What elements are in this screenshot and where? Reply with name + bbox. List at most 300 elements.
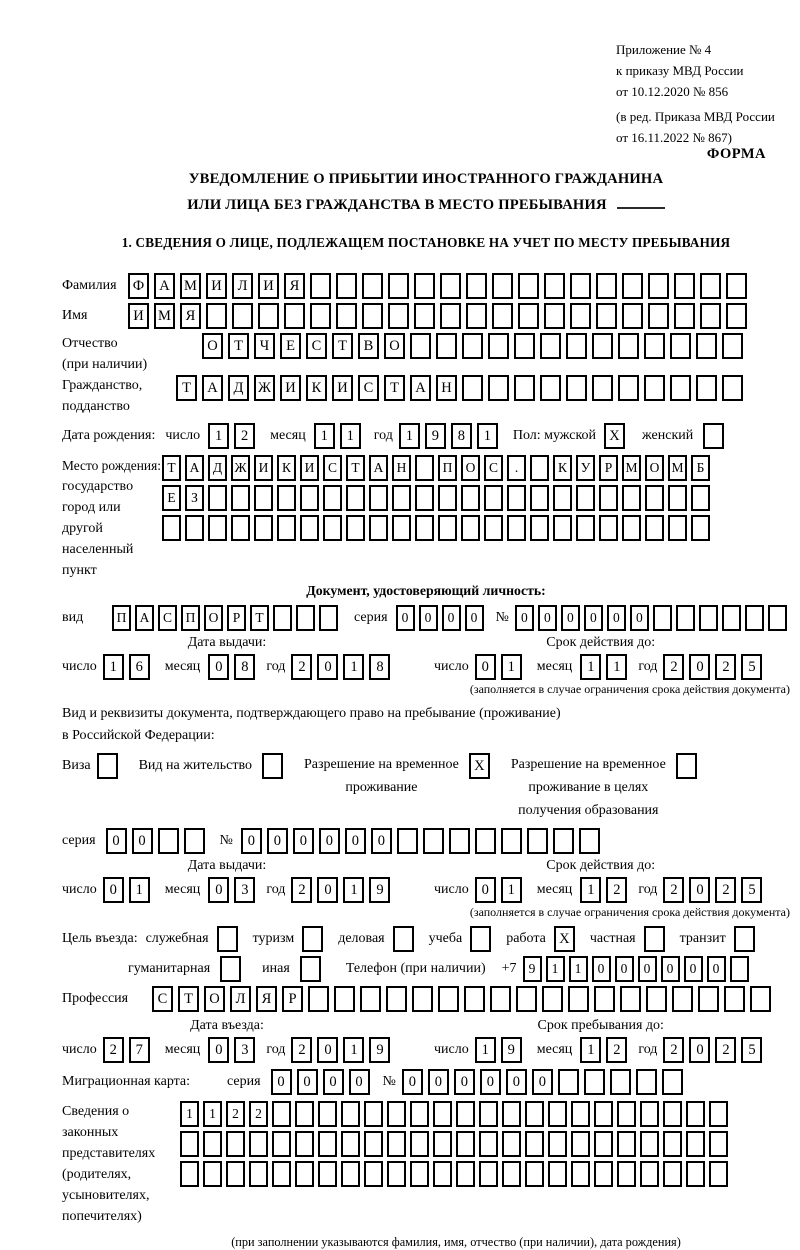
char-cell: 8 bbox=[369, 654, 390, 680]
empty-cell bbox=[479, 1131, 498, 1157]
entry-year-cells bbox=[291, 1037, 395, 1063]
day-label: число bbox=[62, 881, 97, 897]
month-label: месяц bbox=[164, 658, 201, 674]
title-underline bbox=[617, 195, 665, 209]
empty-cell bbox=[502, 1101, 521, 1127]
permit-number-label: № bbox=[219, 832, 233, 848]
legal-cells-row3 bbox=[180, 1161, 732, 1187]
char-cell: 0 bbox=[592, 956, 611, 982]
char-cell: 1 bbox=[343, 877, 364, 903]
char-cell: 9 bbox=[369, 877, 390, 903]
char-cell: Л bbox=[232, 273, 253, 299]
char-cell: 1 bbox=[477, 423, 498, 449]
empty-cell bbox=[698, 986, 719, 1012]
annex-reference bbox=[616, 40, 775, 149]
stay-date-line bbox=[434, 1037, 767, 1063]
citizenship-label-line1: Гражданство, bbox=[62, 377, 143, 393]
empty-cell bbox=[670, 333, 691, 359]
char-cell: 8 bbox=[234, 654, 255, 680]
char-cell: Ж bbox=[254, 375, 275, 401]
empty-cell bbox=[492, 273, 513, 299]
char-cell: В bbox=[358, 333, 379, 359]
empty-cell bbox=[277, 485, 296, 511]
migration-card-row bbox=[62, 1069, 790, 1095]
char-cell: 2 bbox=[291, 1037, 312, 1063]
char-cell: Ф bbox=[128, 273, 149, 299]
valid-date-col bbox=[434, 635, 767, 680]
legal-label-line: попечителях) bbox=[62, 1208, 142, 1224]
empty-cell bbox=[640, 1131, 659, 1157]
profession-label: Профессия bbox=[62, 990, 129, 1006]
identity-doc-row bbox=[62, 605, 790, 631]
char-cell: 3 bbox=[234, 877, 255, 903]
citizenship-row bbox=[62, 375, 790, 417]
empty-cell bbox=[387, 1131, 406, 1157]
empty-cell bbox=[461, 515, 480, 541]
form-label: ФОРМА bbox=[706, 146, 766, 162]
empty-cell bbox=[525, 1131, 544, 1157]
issue-year-cells bbox=[291, 654, 395, 680]
empty-cell bbox=[415, 485, 434, 511]
empty-cell bbox=[514, 333, 535, 359]
valid-date-line bbox=[434, 654, 767, 680]
char-cell: 0 bbox=[371, 828, 392, 854]
empty-cell bbox=[318, 1101, 337, 1127]
empty-cell bbox=[466, 273, 487, 299]
char-cell: П bbox=[181, 605, 200, 631]
permit-issue-month-cells bbox=[208, 877, 260, 903]
char-cell: М bbox=[668, 455, 687, 481]
empty-cell bbox=[568, 986, 589, 1012]
char-cell: 0 bbox=[317, 1037, 338, 1063]
empty-cell bbox=[438, 485, 457, 511]
empty-cell bbox=[553, 828, 574, 854]
char-cell: 1 bbox=[501, 877, 522, 903]
char-cell: 1 bbox=[475, 1037, 496, 1063]
empty-cell bbox=[415, 455, 434, 481]
char-cell: 0 bbox=[707, 956, 726, 982]
empty-cell bbox=[456, 1131, 475, 1157]
char-cell: 1 bbox=[203, 1101, 222, 1127]
doc-number-label: № bbox=[495, 609, 509, 625]
temp-residence-checkbox bbox=[469, 753, 495, 779]
empty-cell bbox=[206, 303, 227, 329]
char-cell: К bbox=[277, 455, 296, 481]
patronymic-row bbox=[62, 333, 790, 375]
empty-cell bbox=[674, 303, 695, 329]
empty-cell bbox=[516, 986, 537, 1012]
permit-issue-line bbox=[62, 877, 392, 903]
purpose-private-label: частная bbox=[589, 930, 636, 946]
char-cell: 7 bbox=[129, 1037, 150, 1063]
migration-series-label: серия bbox=[227, 1073, 261, 1089]
empty-cell bbox=[691, 515, 710, 541]
month-label: месяц bbox=[270, 427, 306, 443]
empty-cell bbox=[618, 333, 639, 359]
empty-cell bbox=[392, 485, 411, 511]
empty-cell bbox=[596, 273, 617, 299]
purpose-tourism-checkbox bbox=[302, 926, 328, 952]
empty-cell bbox=[456, 1161, 475, 1187]
empty-cell bbox=[544, 303, 565, 329]
char-cell: 8 bbox=[451, 423, 472, 449]
empty-cell bbox=[645, 485, 664, 511]
section1-heading: 1. СВЕДЕНИЯ О ЛИЦЕ, ПОДЛЕЖАЩЕМ ПОСТАНОВКЕ НА УЧЕТ ПО МЕСТУ ПРЕБЫВАНИЯ bbox=[121, 234, 731, 250]
empty-cell bbox=[730, 956, 749, 982]
birth-place-rows bbox=[162, 455, 714, 545]
purpose-humanitarian-checkbox bbox=[220, 956, 246, 982]
empty-cell bbox=[364, 1161, 383, 1187]
legal-cells-row2 bbox=[180, 1131, 732, 1157]
char-cell: 0 bbox=[480, 1069, 501, 1095]
empty-cell bbox=[610, 1069, 631, 1095]
char-cell: Б bbox=[691, 455, 710, 481]
char-cell: 1 bbox=[103, 654, 124, 680]
empty-cell bbox=[686, 1101, 705, 1127]
purpose-work-checkbox bbox=[554, 926, 580, 952]
year-label: год bbox=[638, 881, 658, 897]
empty-cell bbox=[502, 1131, 521, 1157]
empty-cell bbox=[645, 515, 664, 541]
empty-cell bbox=[341, 1161, 360, 1187]
char-cell: 2 bbox=[663, 877, 684, 903]
birth-place-cells-row2 bbox=[162, 485, 714, 511]
day-label: число bbox=[62, 658, 97, 674]
empty-cell bbox=[388, 303, 409, 329]
empty-cell bbox=[462, 333, 483, 359]
char-cell: П bbox=[112, 605, 131, 631]
empty-cell bbox=[410, 1131, 429, 1157]
char-cell: Д bbox=[228, 375, 249, 401]
empty-cell bbox=[530, 485, 549, 511]
char-cell: 0 bbox=[630, 605, 649, 631]
char-cell: 0 bbox=[319, 828, 340, 854]
doc-kind-cells bbox=[112, 605, 342, 631]
birth-place-cells-row3 bbox=[162, 515, 714, 541]
empty-cell bbox=[594, 1131, 613, 1157]
empty-cell bbox=[386, 986, 407, 1012]
day-label: число bbox=[434, 881, 469, 897]
identity-doc-heading: Документ, удостоверяющий личность: bbox=[306, 582, 546, 598]
birth-day-cells bbox=[208, 423, 260, 449]
char-cell: 0 bbox=[208, 654, 229, 680]
day-label: число bbox=[434, 658, 469, 674]
char-cell: Я bbox=[284, 273, 305, 299]
empty-cell bbox=[296, 605, 315, 631]
empty-cell bbox=[433, 1161, 452, 1187]
char-cell: А bbox=[410, 375, 431, 401]
residence-options-row bbox=[62, 753, 790, 822]
profession-cells bbox=[152, 986, 776, 1012]
empty-cell bbox=[622, 485, 641, 511]
annex-line: к приказу МВД России bbox=[616, 62, 744, 78]
patronymic-label-line2: (при наличии) bbox=[62, 356, 148, 372]
char-cell: 5 bbox=[741, 877, 762, 903]
empty-cell bbox=[272, 1161, 291, 1187]
char-cell: 1 bbox=[580, 1037, 601, 1063]
legal-label-line: законных bbox=[62, 1124, 119, 1140]
residence-doc-line1: Вид и реквизиты документа, подтверждающего право на пребывание (проживание) bbox=[62, 705, 561, 721]
empty-cell bbox=[662, 1069, 683, 1095]
char-cell: О bbox=[202, 333, 223, 359]
empty-cell bbox=[479, 1161, 498, 1187]
empty-cell bbox=[579, 828, 600, 854]
char-cell: И bbox=[128, 303, 149, 329]
annex-line: от 10.12.2020 № 856 bbox=[616, 83, 729, 99]
empty-cell bbox=[277, 515, 296, 541]
empty-cell bbox=[414, 303, 435, 329]
char-cell: К bbox=[306, 375, 327, 401]
empty-cell bbox=[346, 485, 365, 511]
char-cell: 9 bbox=[369, 1037, 390, 1063]
empty-cell bbox=[318, 1161, 337, 1187]
empty-cell bbox=[663, 1161, 682, 1187]
char-cell: Т bbox=[228, 333, 249, 359]
empty-cell bbox=[548, 1101, 567, 1127]
empty-cell bbox=[618, 375, 639, 401]
empty-cell bbox=[750, 986, 771, 1012]
name-cells bbox=[128, 303, 752, 329]
empty-cell bbox=[696, 333, 717, 359]
birth-place-cells-row1 bbox=[162, 455, 714, 481]
empty-cell bbox=[726, 273, 747, 299]
name-row bbox=[62, 303, 790, 329]
char-cell: Р bbox=[599, 455, 618, 481]
birth-place-labels bbox=[62, 455, 162, 581]
edition-line: от 16.11.2022 № 867) bbox=[616, 130, 733, 146]
empty-cell bbox=[456, 1101, 475, 1127]
surname-row bbox=[62, 273, 790, 299]
empty-cell bbox=[295, 1161, 314, 1187]
empty-cell bbox=[262, 753, 283, 779]
char-cell: Д bbox=[208, 455, 227, 481]
identity-doc-dates bbox=[62, 635, 790, 680]
char-cell: 1 bbox=[340, 423, 361, 449]
char-cell: 2 bbox=[715, 1037, 736, 1063]
empty-cell bbox=[254, 515, 273, 541]
char-cell: 0 bbox=[515, 605, 534, 631]
empty-cell bbox=[674, 273, 695, 299]
empty-cell bbox=[484, 485, 503, 511]
empty-cell bbox=[726, 303, 747, 329]
char-cell: 2 bbox=[234, 423, 255, 449]
purpose-humanitarian-label: гуманитарная bbox=[128, 960, 211, 976]
char-cell: 0 bbox=[638, 956, 657, 982]
empty-cell bbox=[323, 485, 342, 511]
purpose-other-checkbox bbox=[300, 956, 326, 982]
char-cell: А bbox=[135, 605, 154, 631]
char-cell: 0 bbox=[428, 1069, 449, 1095]
phone-prefix: +7 bbox=[501, 960, 517, 976]
empty-cell bbox=[617, 1131, 636, 1157]
empty-cell bbox=[570, 273, 591, 299]
empty-cell bbox=[558, 1069, 579, 1095]
empty-cell bbox=[162, 515, 181, 541]
empty-cell bbox=[461, 485, 480, 511]
char-cell: О bbox=[384, 333, 405, 359]
form-title-line1: УВЕДОМЛЕНИЕ О ПРИБЫТИИ ИНОСТРАННОГО ГРАЖДАНИНА bbox=[188, 171, 664, 187]
char-cell: 2 bbox=[663, 1037, 684, 1063]
empty-cell bbox=[709, 1161, 728, 1187]
empty-cell bbox=[676, 753, 697, 779]
empty-cell bbox=[672, 986, 693, 1012]
empty-cell bbox=[490, 986, 511, 1012]
permit-series-label: серия bbox=[62, 832, 96, 848]
empty-cell bbox=[249, 1131, 268, 1157]
empty-cell bbox=[507, 485, 526, 511]
edu-residence-label bbox=[511, 753, 666, 822]
char-cell: 0 bbox=[538, 605, 557, 631]
empty-cell bbox=[464, 986, 485, 1012]
char-cell: 0 bbox=[607, 605, 626, 631]
empty-cell bbox=[622, 273, 643, 299]
char-cell: 0 bbox=[297, 1069, 318, 1095]
char-cell: Т bbox=[384, 375, 405, 401]
char-cell: 0 bbox=[271, 1069, 292, 1095]
char-cell: 3 bbox=[234, 1037, 255, 1063]
empty-cell bbox=[397, 828, 418, 854]
empty-cell bbox=[501, 828, 522, 854]
permit-issue-col bbox=[62, 858, 392, 903]
empty-cell bbox=[540, 375, 561, 401]
patronymic-label-line1: Отчество bbox=[62, 335, 118, 351]
year-label: год bbox=[266, 1041, 286, 1057]
stay-year-cells bbox=[663, 1037, 767, 1063]
char-cell: 1 bbox=[580, 654, 601, 680]
char-cell: С bbox=[306, 333, 327, 359]
empty-cell bbox=[436, 333, 457, 359]
char-cell: С bbox=[152, 986, 173, 1012]
visa-label: Виза bbox=[62, 757, 91, 773]
empty-cell bbox=[470, 926, 491, 952]
char-cell: 0 bbox=[454, 1069, 475, 1095]
char-cell: 2 bbox=[103, 1037, 124, 1063]
char-cell: Н bbox=[392, 455, 411, 481]
stay-date-col bbox=[434, 1018, 767, 1063]
empty-cell bbox=[724, 986, 745, 1012]
empty-cell bbox=[318, 1131, 337, 1157]
char-cell: И bbox=[300, 455, 319, 481]
char-cell: 0 bbox=[684, 956, 703, 982]
char-cell: О bbox=[204, 986, 225, 1012]
issue-date-line bbox=[62, 654, 392, 680]
char-cell: С bbox=[158, 605, 177, 631]
char-cell: Т bbox=[332, 333, 353, 359]
empty-cell bbox=[393, 926, 414, 952]
purpose-other-label: иная bbox=[262, 960, 290, 976]
empty-cell bbox=[722, 375, 743, 401]
empty-cell bbox=[185, 515, 204, 541]
empty-cell bbox=[566, 375, 587, 401]
char-cell: И bbox=[280, 375, 301, 401]
phone-label: Телефон (при наличии) bbox=[345, 960, 486, 976]
empty-cell bbox=[415, 515, 434, 541]
empty-cell bbox=[364, 1101, 383, 1127]
issue-date-col bbox=[62, 635, 392, 680]
empty-cell bbox=[284, 303, 305, 329]
empty-cell bbox=[566, 333, 587, 359]
char-cell: 1 bbox=[399, 423, 420, 449]
empty-cell bbox=[540, 333, 561, 359]
char-cell: 5 bbox=[741, 1037, 762, 1063]
char-cell: 1 bbox=[606, 654, 627, 680]
char-cell: 0 bbox=[475, 654, 496, 680]
permit-valid-month-cells bbox=[580, 877, 632, 903]
permit-valid-day-cells bbox=[475, 877, 527, 903]
legal-label-line: усыновителях, bbox=[62, 1187, 150, 1203]
char-cell: 5 bbox=[741, 654, 762, 680]
empty-cell bbox=[184, 828, 205, 854]
empty-cell bbox=[663, 1131, 682, 1157]
purpose-official-checkbox bbox=[217, 926, 243, 952]
birth-month-cells bbox=[314, 423, 366, 449]
empty-cell bbox=[653, 605, 672, 631]
empty-cell bbox=[180, 1161, 199, 1187]
permit-valid-col bbox=[434, 858, 767, 903]
empty-cell bbox=[507, 515, 526, 541]
char-cell: 1 bbox=[314, 423, 335, 449]
empty-cell bbox=[548, 1161, 567, 1187]
char-cell: 1 bbox=[569, 956, 588, 982]
birth-date-label: Дата рождения: bbox=[62, 427, 156, 443]
legal-representatives-labels bbox=[62, 1101, 180, 1227]
entry-day-cells bbox=[103, 1037, 155, 1063]
stay-month-cells bbox=[580, 1037, 632, 1063]
empty-cell bbox=[542, 986, 563, 1012]
empty-cell bbox=[620, 986, 641, 1012]
empty-cell bbox=[388, 273, 409, 299]
char-cell: 9 bbox=[425, 423, 446, 449]
empty-cell bbox=[249, 1161, 268, 1187]
empty-cell bbox=[502, 1161, 521, 1187]
char-cell: З bbox=[185, 485, 204, 511]
char-cell: О bbox=[204, 605, 223, 631]
profession-row bbox=[62, 986, 790, 1012]
char-cell: И bbox=[254, 455, 273, 481]
empty-cell bbox=[668, 515, 687, 541]
purpose-row2 bbox=[128, 956, 790, 982]
char-cell: П bbox=[438, 455, 457, 481]
empty-cell bbox=[570, 303, 591, 329]
char-cell: 0 bbox=[506, 1069, 527, 1095]
empty-cell bbox=[158, 828, 179, 854]
edu-residence-label-line2: проживание в целях bbox=[528, 779, 649, 795]
empty-cell bbox=[362, 303, 383, 329]
empty-cell bbox=[640, 1101, 659, 1127]
empty-cell bbox=[203, 1131, 222, 1157]
permit-series-cells bbox=[106, 828, 210, 854]
empty-cell bbox=[644, 926, 665, 952]
empty-cell bbox=[722, 333, 743, 359]
empty-cell bbox=[709, 1101, 728, 1127]
permit-number-cells bbox=[241, 828, 605, 854]
legal-label-line: (родителях, bbox=[62, 1166, 132, 1182]
char-cell: М bbox=[154, 303, 175, 329]
day-label: число bbox=[165, 427, 201, 443]
empty-cell bbox=[336, 303, 357, 329]
empty-cell bbox=[576, 485, 595, 511]
empty-cell bbox=[438, 986, 459, 1012]
char-cell: 0 bbox=[402, 1069, 423, 1095]
empty-cell bbox=[300, 485, 319, 511]
permit-valid-year-cells bbox=[663, 877, 767, 903]
empty-cell bbox=[553, 515, 572, 541]
visa-checkbox bbox=[97, 753, 123, 779]
empty-cell bbox=[362, 273, 383, 299]
empty-cell bbox=[308, 986, 329, 1012]
empty-cell bbox=[525, 1161, 544, 1187]
empty-cell bbox=[622, 303, 643, 329]
